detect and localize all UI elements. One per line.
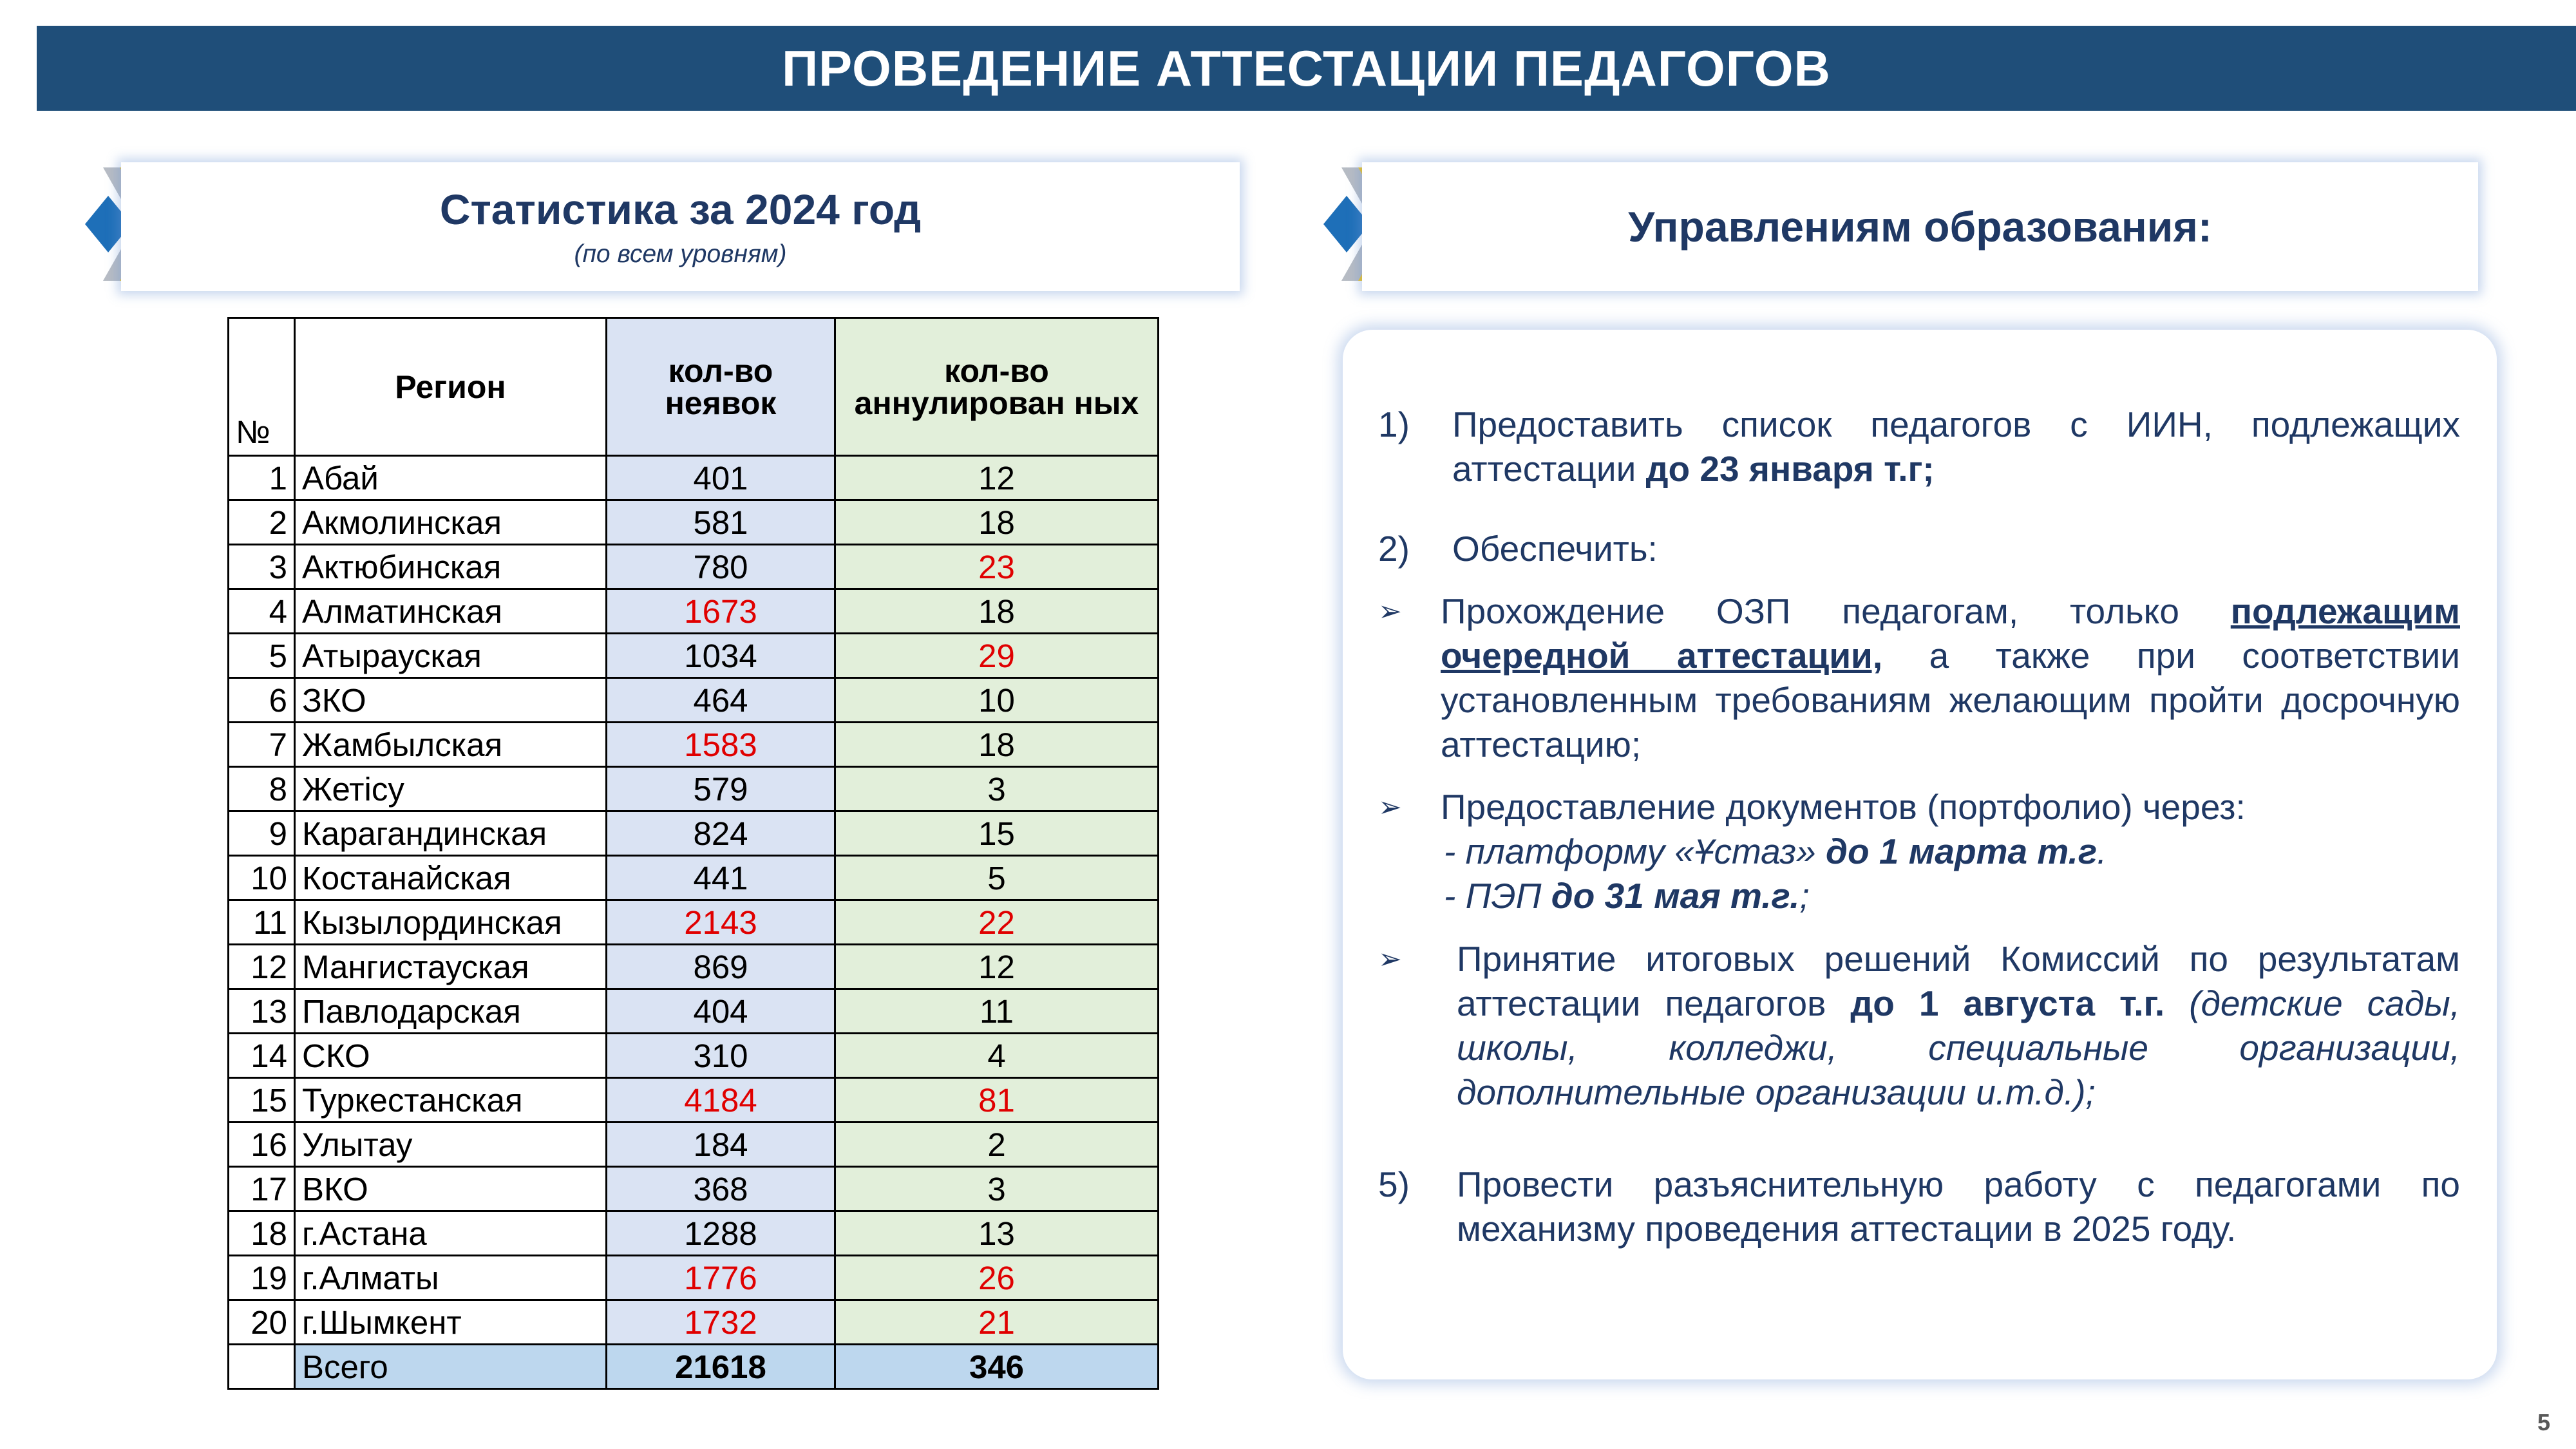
table-row <box>229 1256 1159 1300</box>
table-row <box>229 589 1159 634</box>
education-departments-title: Управлениям образования: <box>1628 203 2212 251</box>
instruction-item-5: 5) Провести разъяснительную работу с педагогами по механизму проведения аттестации в 2025 году. <box>1378 1162 2460 1251</box>
header-region: Регион <box>295 318 607 456</box>
table-row <box>229 545 1159 589</box>
row-number-cell: 12 <box>229 945 295 989</box>
table-row <box>229 456 1159 500</box>
annulled-cell: 29 <box>835 634 1159 678</box>
no-show-cell: 404 <box>607 989 835 1034</box>
annulled-cell: 10 <box>835 678 1159 723</box>
no-show-cell: 780 <box>607 545 835 589</box>
table-total-row <box>229 1345 1159 1389</box>
total-number-cell <box>229 1345 295 1389</box>
no-show-cell: 1776 <box>607 1256 835 1300</box>
total-annulled: 346 <box>835 1345 1159 1389</box>
table-row <box>229 1300 1159 1345</box>
instruction-sub-2: ➢ Предоставление документов (портфолио) через: - платформу «Ұстаз» до 1 марта т.г. - ПЭП до 31 мая т.г.; <box>1378 785 2460 918</box>
instruction-sub-1: ➢ Прохождение ОЗП педагогам, только подлежащим очередной аттестации, а также при соответствии установленным требованиям желающим пройти досрочную аттестацию; <box>1378 589 2460 767</box>
annulled-cell: 81 <box>835 1078 1159 1122</box>
table-row <box>229 1034 1159 1078</box>
table-row <box>229 767 1159 811</box>
no-show-cell: 1673 <box>607 589 835 634</box>
annulled-cell: 18 <box>835 723 1159 767</box>
region-cell: Карагандинская <box>295 811 607 856</box>
annulled-cell: 22 <box>835 900 1159 945</box>
row-number-cell: 15 <box>229 1078 295 1122</box>
no-show-cell: 401 <box>607 456 835 500</box>
marker-5: 5) <box>1378 1164 1410 1204</box>
annulled-cell: 4 <box>835 1034 1159 1078</box>
region-cell: Кызылординская <box>295 900 607 945</box>
row-number-cell: 1 <box>229 456 295 500</box>
table-row <box>229 856 1159 900</box>
no-show-cell: 1034 <box>607 634 835 678</box>
table-row <box>229 900 1159 945</box>
region-cell: г.Алматы <box>295 1256 607 1300</box>
page-number: 5 <box>2537 1409 2550 1435</box>
slide-title: ПРОВЕДЕНИЕ АТТЕСТАЦИИ ПЕДАГОГОВ <box>782 39 1831 97</box>
region-cell: ЗКО <box>295 678 607 723</box>
table-row <box>229 1078 1159 1122</box>
row-number-cell: 3 <box>229 545 295 589</box>
table-row <box>229 678 1159 723</box>
annulled-cell: 3 <box>835 1167 1159 1211</box>
table-row <box>229 500 1159 545</box>
statistics-header <box>121 162 1240 291</box>
region-cell: Акмолинская <box>295 500 607 545</box>
no-show-cell: 310 <box>607 1034 835 1078</box>
table-row <box>229 945 1159 989</box>
row-number-cell: 2 <box>229 500 295 545</box>
header-no-show: кол-во неявок <box>607 318 835 456</box>
annulled-cell: 23 <box>835 545 1159 589</box>
no-show-cell: 581 <box>607 500 835 545</box>
row-number-cell: 14 <box>229 1034 295 1078</box>
row-number-cell: 7 <box>229 723 295 767</box>
row-number-cell: 5 <box>229 634 295 678</box>
region-cell: Актюбинская <box>295 545 607 589</box>
no-show-cell: 1288 <box>607 1211 835 1256</box>
row-number-cell: 20 <box>229 1300 295 1345</box>
statistics-table <box>227 317 1159 1390</box>
annulled-cell: 18 <box>835 500 1159 545</box>
region-cell: Жетісу <box>295 767 607 811</box>
no-show-cell: 1732 <box>607 1300 835 1345</box>
table-row <box>229 1211 1159 1256</box>
no-show-cell: 579 <box>607 767 835 811</box>
row-number-cell: 9 <box>229 811 295 856</box>
table-row <box>229 811 1159 856</box>
total-label: Всего <box>295 1345 607 1389</box>
row-number-cell: 4 <box>229 589 295 634</box>
total-no-show: 21618 <box>607 1345 835 1389</box>
no-show-cell: 441 <box>607 856 835 900</box>
no-show-cell: 1583 <box>607 723 835 767</box>
no-show-cell: 2143 <box>607 900 835 945</box>
no-show-cell: 4184 <box>607 1078 835 1122</box>
marker-1: 1) <box>1378 404 1410 444</box>
region-cell: Павлодарская <box>295 989 607 1034</box>
row-number-cell: 18 <box>229 1211 295 1256</box>
slide-title-banner <box>37 26 2576 111</box>
row-number-cell: 10 <box>229 856 295 900</box>
region-cell: Костанайская <box>295 856 607 900</box>
marker-2: 2) <box>1378 529 1410 569</box>
annulled-cell: 5 <box>835 856 1159 900</box>
row-number-cell: 17 <box>229 1167 295 1211</box>
table-row <box>229 989 1159 1034</box>
region-cell: ВКО <box>295 1167 607 1211</box>
annulled-cell: 21 <box>835 1300 1159 1345</box>
header-number: № <box>229 318 295 456</box>
arrow-bullet-icon: ➢ <box>1378 791 1402 823</box>
annulled-cell: 2 <box>835 1122 1159 1167</box>
statistics-title: Статистика за 2024 год <box>439 185 922 233</box>
education-departments-header <box>1362 162 2478 291</box>
region-cell: г.Астана <box>295 1211 607 1256</box>
row-number-cell: 16 <box>229 1122 295 1167</box>
annulled-cell: 26 <box>835 1256 1159 1300</box>
region-cell: Мангистауская <box>295 945 607 989</box>
annulled-cell: 12 <box>835 456 1159 500</box>
annulled-cell: 13 <box>835 1211 1159 1256</box>
region-cell: Туркестанская <box>295 1078 607 1122</box>
no-show-cell: 464 <box>607 678 835 723</box>
table-row <box>229 723 1159 767</box>
region-cell: Улытау <box>295 1122 607 1167</box>
statistics-subtitle: (по всем уровням) <box>574 240 787 268</box>
no-show-cell: 368 <box>607 1167 835 1211</box>
region-cell: Атырауская <box>295 634 607 678</box>
row-number-cell: 19 <box>229 1256 295 1300</box>
table-header-row <box>229 318 1159 456</box>
row-number-cell: 11 <box>229 900 295 945</box>
region-cell: Жамбылская <box>295 723 607 767</box>
no-show-cell: 824 <box>607 811 835 856</box>
table-row <box>229 1167 1159 1211</box>
no-show-cell: 184 <box>607 1122 835 1167</box>
instruction-item-2: 2) Обеспечить: <box>1378 527 2460 571</box>
header-annulled: кол-во аннулирован ных <box>835 318 1159 456</box>
annulled-cell: 12 <box>835 945 1159 989</box>
instruction-sub-3: ➢ Принятие итоговых решений Комиссий по результатам аттестации педагогов до 1 августа т.г. (детские сады, школы, колледжи, специальные организации, дополнительные организации и.т.д.); <box>1378 937 2460 1115</box>
table-row <box>229 1122 1159 1167</box>
instruction-item-1: 1) Предоставить список педагогов с ИИН, подлежащих аттестации до 23 января т.г; <box>1378 402 2460 491</box>
arrow-bullet-icon: ➢ <box>1378 943 1402 975</box>
annulled-cell: 3 <box>835 767 1159 811</box>
row-number-cell: 8 <box>229 767 295 811</box>
region-cell: г.Шымкент <box>295 1300 607 1345</box>
no-show-cell: 869 <box>607 945 835 989</box>
arrow-bullet-icon: ➢ <box>1378 596 1402 627</box>
annulled-cell: 11 <box>835 989 1159 1034</box>
annulled-cell: 18 <box>835 589 1159 634</box>
region-cell: Абай <box>295 456 607 500</box>
row-number-cell: 6 <box>229 678 295 723</box>
row-number-cell: 13 <box>229 989 295 1034</box>
annulled-cell: 15 <box>835 811 1159 856</box>
region-cell: СКО <box>295 1034 607 1078</box>
region-cell: Алматинская <box>295 589 607 634</box>
table-row <box>229 634 1159 678</box>
